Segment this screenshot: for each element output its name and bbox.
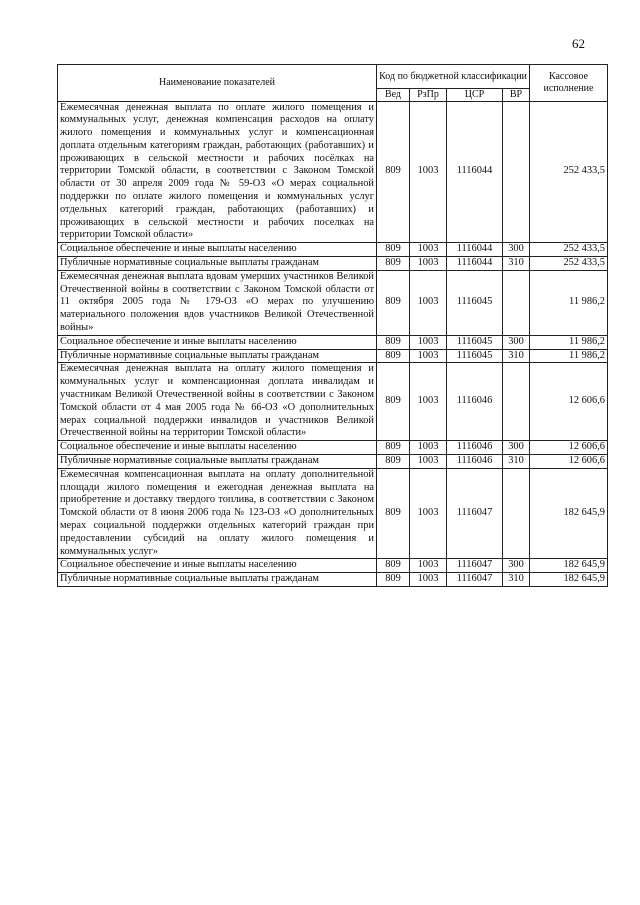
table-row bbox=[58, 573, 608, 587]
cell-csr: 1116044 bbox=[447, 243, 503, 257]
header-rzpr: РзПр bbox=[410, 89, 447, 102]
cell-ved: 809 bbox=[377, 455, 410, 469]
cell-ved: 809 bbox=[377, 257, 410, 271]
table-row bbox=[58, 101, 608, 243]
table-row bbox=[58, 468, 608, 559]
cell-rzpr: 1003 bbox=[410, 257, 447, 271]
cell-csr: 1116047 bbox=[447, 573, 503, 587]
cell-rzpr: 1003 bbox=[410, 243, 447, 257]
cell-name: Социальное обеспечение и иные выплаты населению bbox=[58, 441, 377, 455]
cell-ved: 809 bbox=[377, 270, 410, 335]
table-row bbox=[58, 270, 608, 335]
budget-table bbox=[57, 64, 608, 587]
cell-csr: 1116046 bbox=[447, 441, 503, 455]
cell-amount: 252 433,5 bbox=[530, 101, 608, 243]
cell-csr: 1116046 bbox=[447, 455, 503, 469]
cell-ved: 809 bbox=[377, 335, 410, 349]
cell-amount: 11 986,2 bbox=[530, 349, 608, 363]
cell-amount: 12 606,6 bbox=[530, 441, 608, 455]
page-number: 62 bbox=[572, 36, 585, 51]
cell-ved: 809 bbox=[377, 441, 410, 455]
cell-vr bbox=[503, 101, 530, 243]
cell-rzpr: 1003 bbox=[410, 335, 447, 349]
table-header bbox=[58, 65, 608, 102]
header-ved: Вед bbox=[377, 89, 410, 102]
cell-ved: 809 bbox=[377, 349, 410, 363]
header-vr: ВР bbox=[503, 89, 530, 102]
cell-name: Ежемесячная денежная выплата по оплате жилого помещения и коммунальных услуг, денежная компенсация расходов на оплату жилого помещения и коммунальных услуг и компенсационная доплата отдельным категориям граждан, работающих (работавших) и проживающих в сельской местности и рабочих посёлках на территории Томской области, в соответствии с Законом Томской области от 30 апреля 2009 года № 59-ОЗ «О мерах социальной поддержки по оплате жилого помещения и коммунальных услуг отдельных категорий граждан, работающих (работавших) и проживающих в сельской местности и рабочих поселках на территории Томской области» bbox=[58, 101, 377, 243]
cell-amount: 12 606,6 bbox=[530, 455, 608, 469]
cell-rzpr: 1003 bbox=[410, 363, 447, 441]
cell-name: Социальное обеспечение и иные выплаты населению bbox=[58, 335, 377, 349]
cell-vr bbox=[503, 363, 530, 441]
cell-name: Публичные нормативные социальные выплаты гражданам bbox=[58, 257, 377, 271]
cell-csr: 1116046 bbox=[447, 363, 503, 441]
cell-amount: 182 645,9 bbox=[530, 573, 608, 587]
cell-csr: 1116045 bbox=[447, 349, 503, 363]
cell-vr: 300 bbox=[503, 335, 530, 349]
header-code-group: Код по бюджетной классификации bbox=[377, 65, 530, 89]
header-csr: ЦСР bbox=[447, 89, 503, 102]
cell-name: Публичные нормативные социальные выплаты гражданам bbox=[58, 573, 377, 587]
cell-csr: 1116044 bbox=[447, 257, 503, 271]
cell-amount: 252 433,5 bbox=[530, 257, 608, 271]
cell-rzpr: 1003 bbox=[410, 441, 447, 455]
table-row bbox=[58, 243, 608, 257]
header-row-top bbox=[58, 65, 608, 89]
cell-csr: 1116044 bbox=[447, 101, 503, 243]
cell-ved: 809 bbox=[377, 243, 410, 257]
header-name: Наименование показателей bbox=[58, 65, 377, 102]
cell-name: Ежемесячная компенсационная выплата на оплату дополнительной площади жилого помещения и ежегодная денежная выплата на приобретение и доставку твердого топлива, в соответствии с Законом Томской области от 8 июня 2006 года № 123-ОЗ «О дополнительных мерах социальной поддержки отдельных категорий граждан при предоставлении субсидий на оплату жилого помещения и коммунальных услуг» bbox=[58, 468, 377, 559]
cell-rzpr: 1003 bbox=[410, 270, 447, 335]
table-row bbox=[58, 257, 608, 271]
cell-ved: 809 bbox=[377, 363, 410, 441]
cell-ved: 809 bbox=[377, 573, 410, 587]
cell-amount: 12 606,6 bbox=[530, 363, 608, 441]
header-amount: Кассовое исполнение bbox=[530, 65, 608, 102]
table-row bbox=[58, 441, 608, 455]
cell-vr: 300 bbox=[503, 243, 530, 257]
cell-name: Ежемесячная денежная выплата на оплату жилого помещения и коммунальных услуг и компенсационная доплата инвалидам и участникам Великой Отечественной войны в соответствии с Законом Томской области от 4 мая 2005 года № 66-ОЗ «О дополнительных мерах социальной поддержки инвалидов и участников Великой Отечественной войны на территории Томской области» bbox=[58, 363, 377, 441]
cell-amount: 182 645,9 bbox=[530, 559, 608, 573]
cell-rzpr: 1003 bbox=[410, 455, 447, 469]
cell-amount: 11 986,2 bbox=[530, 270, 608, 335]
table-row bbox=[58, 559, 608, 573]
cell-vr: 300 bbox=[503, 559, 530, 573]
cell-vr bbox=[503, 468, 530, 559]
cell-vr: 310 bbox=[503, 349, 530, 363]
table-row bbox=[58, 335, 608, 349]
cell-name: Социальное обеспечение и иные выплаты населению bbox=[58, 559, 377, 573]
cell-vr: 310 bbox=[503, 455, 530, 469]
table-body bbox=[58, 101, 608, 586]
cell-name: Публичные нормативные социальные выплаты гражданам bbox=[58, 455, 377, 469]
cell-vr: 310 bbox=[503, 257, 530, 271]
table-row bbox=[58, 363, 608, 441]
cell-vr: 310 bbox=[503, 573, 530, 587]
cell-ved: 809 bbox=[377, 468, 410, 559]
table-row bbox=[58, 455, 608, 469]
cell-name: Социальное обеспечение и иные выплаты населению bbox=[58, 243, 377, 257]
cell-vr: 300 bbox=[503, 441, 530, 455]
cell-rzpr: 1003 bbox=[410, 559, 447, 573]
cell-csr: 1116047 bbox=[447, 468, 503, 559]
cell-rzpr: 1003 bbox=[410, 349, 447, 363]
cell-amount: 11 986,2 bbox=[530, 335, 608, 349]
cell-csr: 1116045 bbox=[447, 335, 503, 349]
cell-amount: 182 645,9 bbox=[530, 468, 608, 559]
cell-rzpr: 1003 bbox=[410, 101, 447, 243]
cell-csr: 1116047 bbox=[447, 559, 503, 573]
cell-ved: 809 bbox=[377, 559, 410, 573]
cell-amount: 252 433,5 bbox=[530, 243, 608, 257]
cell-rzpr: 1003 bbox=[410, 468, 447, 559]
table-row bbox=[58, 349, 608, 363]
cell-name: Публичные нормативные социальные выплаты гражданам bbox=[58, 349, 377, 363]
cell-vr bbox=[503, 270, 530, 335]
cell-name: Ежемесячная денежная выплата вдовам умерших участников Великой Отечественной войны в соответствии с Законом Томской области от 11 октября 2005 года № 179-ОЗ «О мерах по улучшению материального положения вдов участников Великой Отечественной войны» bbox=[58, 270, 377, 335]
cell-rzpr: 1003 bbox=[410, 573, 447, 587]
cell-csr: 1116045 bbox=[447, 270, 503, 335]
cell-ved: 809 bbox=[377, 101, 410, 243]
